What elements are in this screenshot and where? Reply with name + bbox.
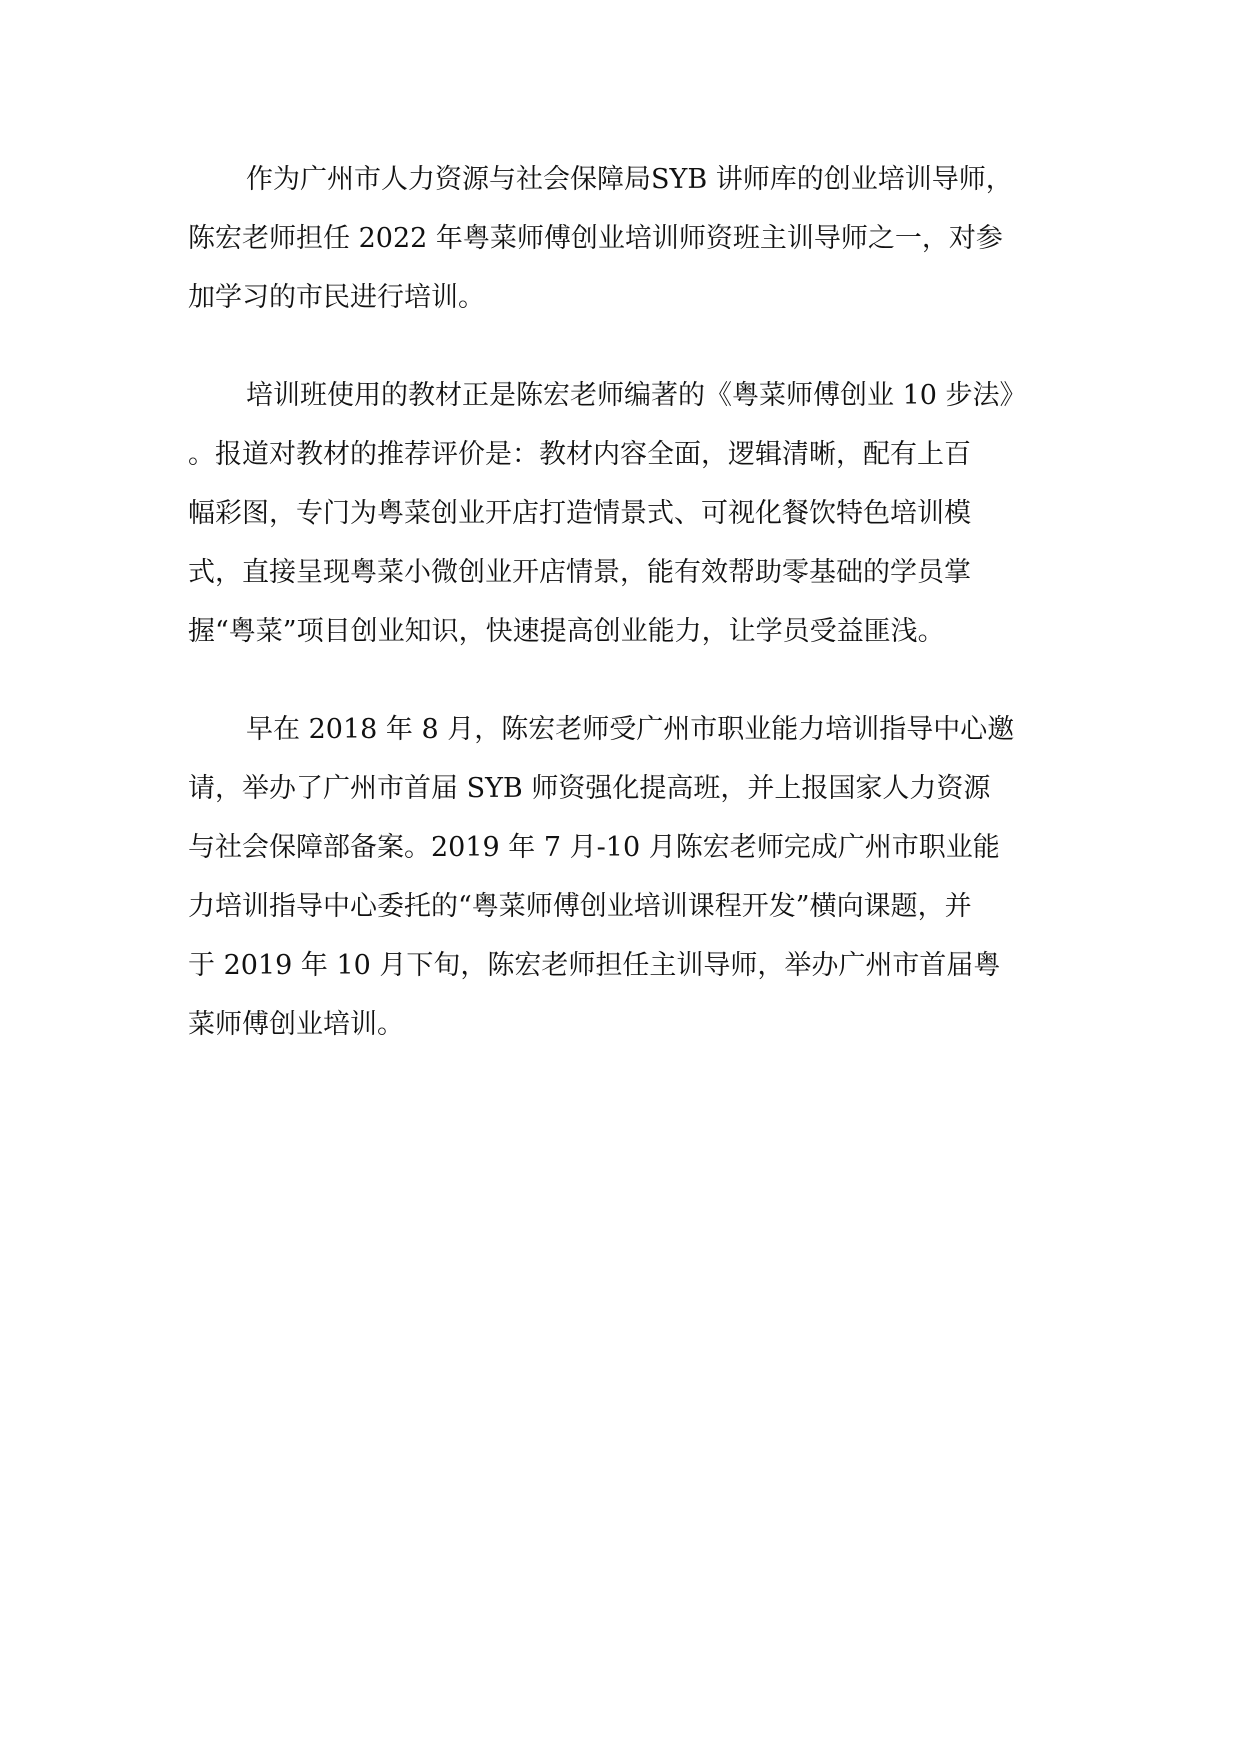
text-line: 请，举办了广州市首届 SYB 师资强化提高班，并上报国家人力资源: [188, 773, 991, 804]
text-line: 式，直接呈现粤菜小微创业开店情景，能有效帮助零基础的学员掌: [188, 557, 971, 588]
paragraph-1: [188, 150, 1068, 327]
text-line: 加学习的市民进行培训。: [188, 282, 485, 313]
text-line: 于 2019 年 10 月下旬，陈宏老师担任主训导师，举办广州市首届粤: [188, 950, 1001, 981]
text-line: 培训班使用的教材正是陈宏老师编著的《粤菜师傅创业 10 步法》: [246, 380, 1027, 411]
text-line: 幅彩图，专门为粤菜创业开店打造情景式、可视化餐饮特色培训模: [188, 498, 971, 529]
text-line: 。报道对教材的推荐评价是：教材内容全面，逻辑清晰，配有上百: [188, 439, 971, 470]
text-line: 作为广州市人力资源与社会保障局SYB 讲师库的创业培训导师，: [246, 164, 1013, 195]
text-line: 陈宏老师担任 2022 年粤菜师傅创业培训师资班主训导师之一，对参: [188, 223, 1003, 254]
document-body: [188, 150, 1068, 1093]
text-line: 握“粤菜”项目创业知识，快速提高创业能力，让学员受益匪浅。: [188, 616, 945, 647]
text-line: 早在 2018 年 8 月，陈宏老师受广州市职业能力培训指导中心邀: [246, 714, 1015, 745]
text-line: 力培训指导中心委托的“粤菜师傅创业培训课程开发”横向课题，并: [188, 891, 972, 922]
text-line: 与社会保障部备案。2019 年 7 月-10 月陈宏老师完成广州市职业能: [188, 832, 1000, 863]
text-line: 菜师傅创业培训。: [188, 1009, 404, 1040]
paragraph-3: [188, 700, 1068, 1054]
paragraph-2: [188, 366, 1068, 661]
